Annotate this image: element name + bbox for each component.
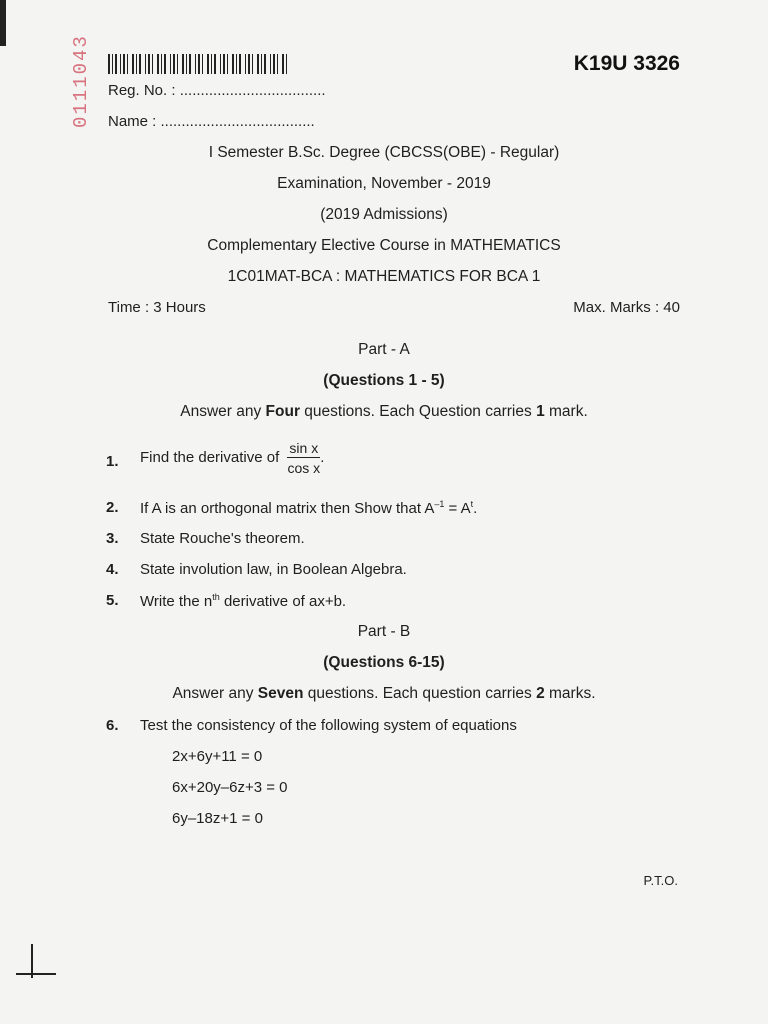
question-text: State Rouche's theorem. xyxy=(140,530,305,547)
part-a-instructions: Answer any Four questions. Each Question carries 1 mark. xyxy=(180,403,588,420)
part-b-range: (Questions 6-15) xyxy=(323,654,445,671)
fraction: $\frac{\text{sin x}}{\text{cos x}}$ xyxy=(287,440,321,476)
pto-note: P.T.O. xyxy=(643,873,678,888)
paper-code: K19U 3326 xyxy=(573,52,680,75)
question-text: Write the $n^{th}$ derivative of ax+b. xyxy=(140,592,347,610)
barcode xyxy=(108,54,288,74)
part-b-heading: Part - B xyxy=(357,623,411,640)
name-field: Name : ..................................... xyxy=(108,113,315,130)
part-a-heading: Part - A xyxy=(358,341,410,358)
question-text: Find the derivative of $\frac{\text{sin x}}{\text{cos x}}$ . xyxy=(140,440,325,476)
max-marks: Max. Marks : 40 xyxy=(573,299,680,316)
question-text: If A is an orthogonal matrix then Show that $A^{-1} = A^t$. xyxy=(140,499,478,517)
question-number: 1. xyxy=(106,453,119,470)
title-admissions: (2019 Admissions) xyxy=(320,206,448,223)
question-number: 4. xyxy=(106,561,119,578)
crop-mark xyxy=(16,973,56,975)
question-number: 5. xyxy=(106,592,119,609)
question-number: 3. xyxy=(106,530,119,547)
equation: 2x+6y+11 = 0 xyxy=(172,748,263,765)
question-text: Test the consistency of the following system of equations xyxy=(140,717,517,734)
page-edge-mark xyxy=(0,0,6,46)
equation: 6y–18z+1 = 0 xyxy=(172,810,263,827)
serial-stamp: 0111043 xyxy=(70,34,92,128)
question-number: 2. xyxy=(106,499,119,516)
title-semester: I Semester B.Sc. Degree (CBCSS(OBE) - Regular) xyxy=(208,144,560,161)
reg-no-field: Reg. No. : ................................... xyxy=(108,82,326,99)
title-paper: 1C01MAT-BCA : MATHEMATICS FOR BCA 1 xyxy=(227,268,541,285)
title-exam: Examination, November - 2019 xyxy=(277,175,491,192)
part-a-range: (Questions 1 - 5) xyxy=(323,372,445,389)
question-text: State involution law, in Boolean Algebra. xyxy=(140,561,407,578)
part-b-instructions: Answer any Seven questions. Each question carries 2 marks. xyxy=(172,685,596,702)
time-allowed: Time : 3 Hours xyxy=(108,299,206,316)
question-number: 6. xyxy=(106,717,119,734)
title-course: Complementary Elective Course in MATHEMATICS xyxy=(207,237,561,254)
equation: 6x+20y–6z+3 = 0 xyxy=(172,779,288,796)
